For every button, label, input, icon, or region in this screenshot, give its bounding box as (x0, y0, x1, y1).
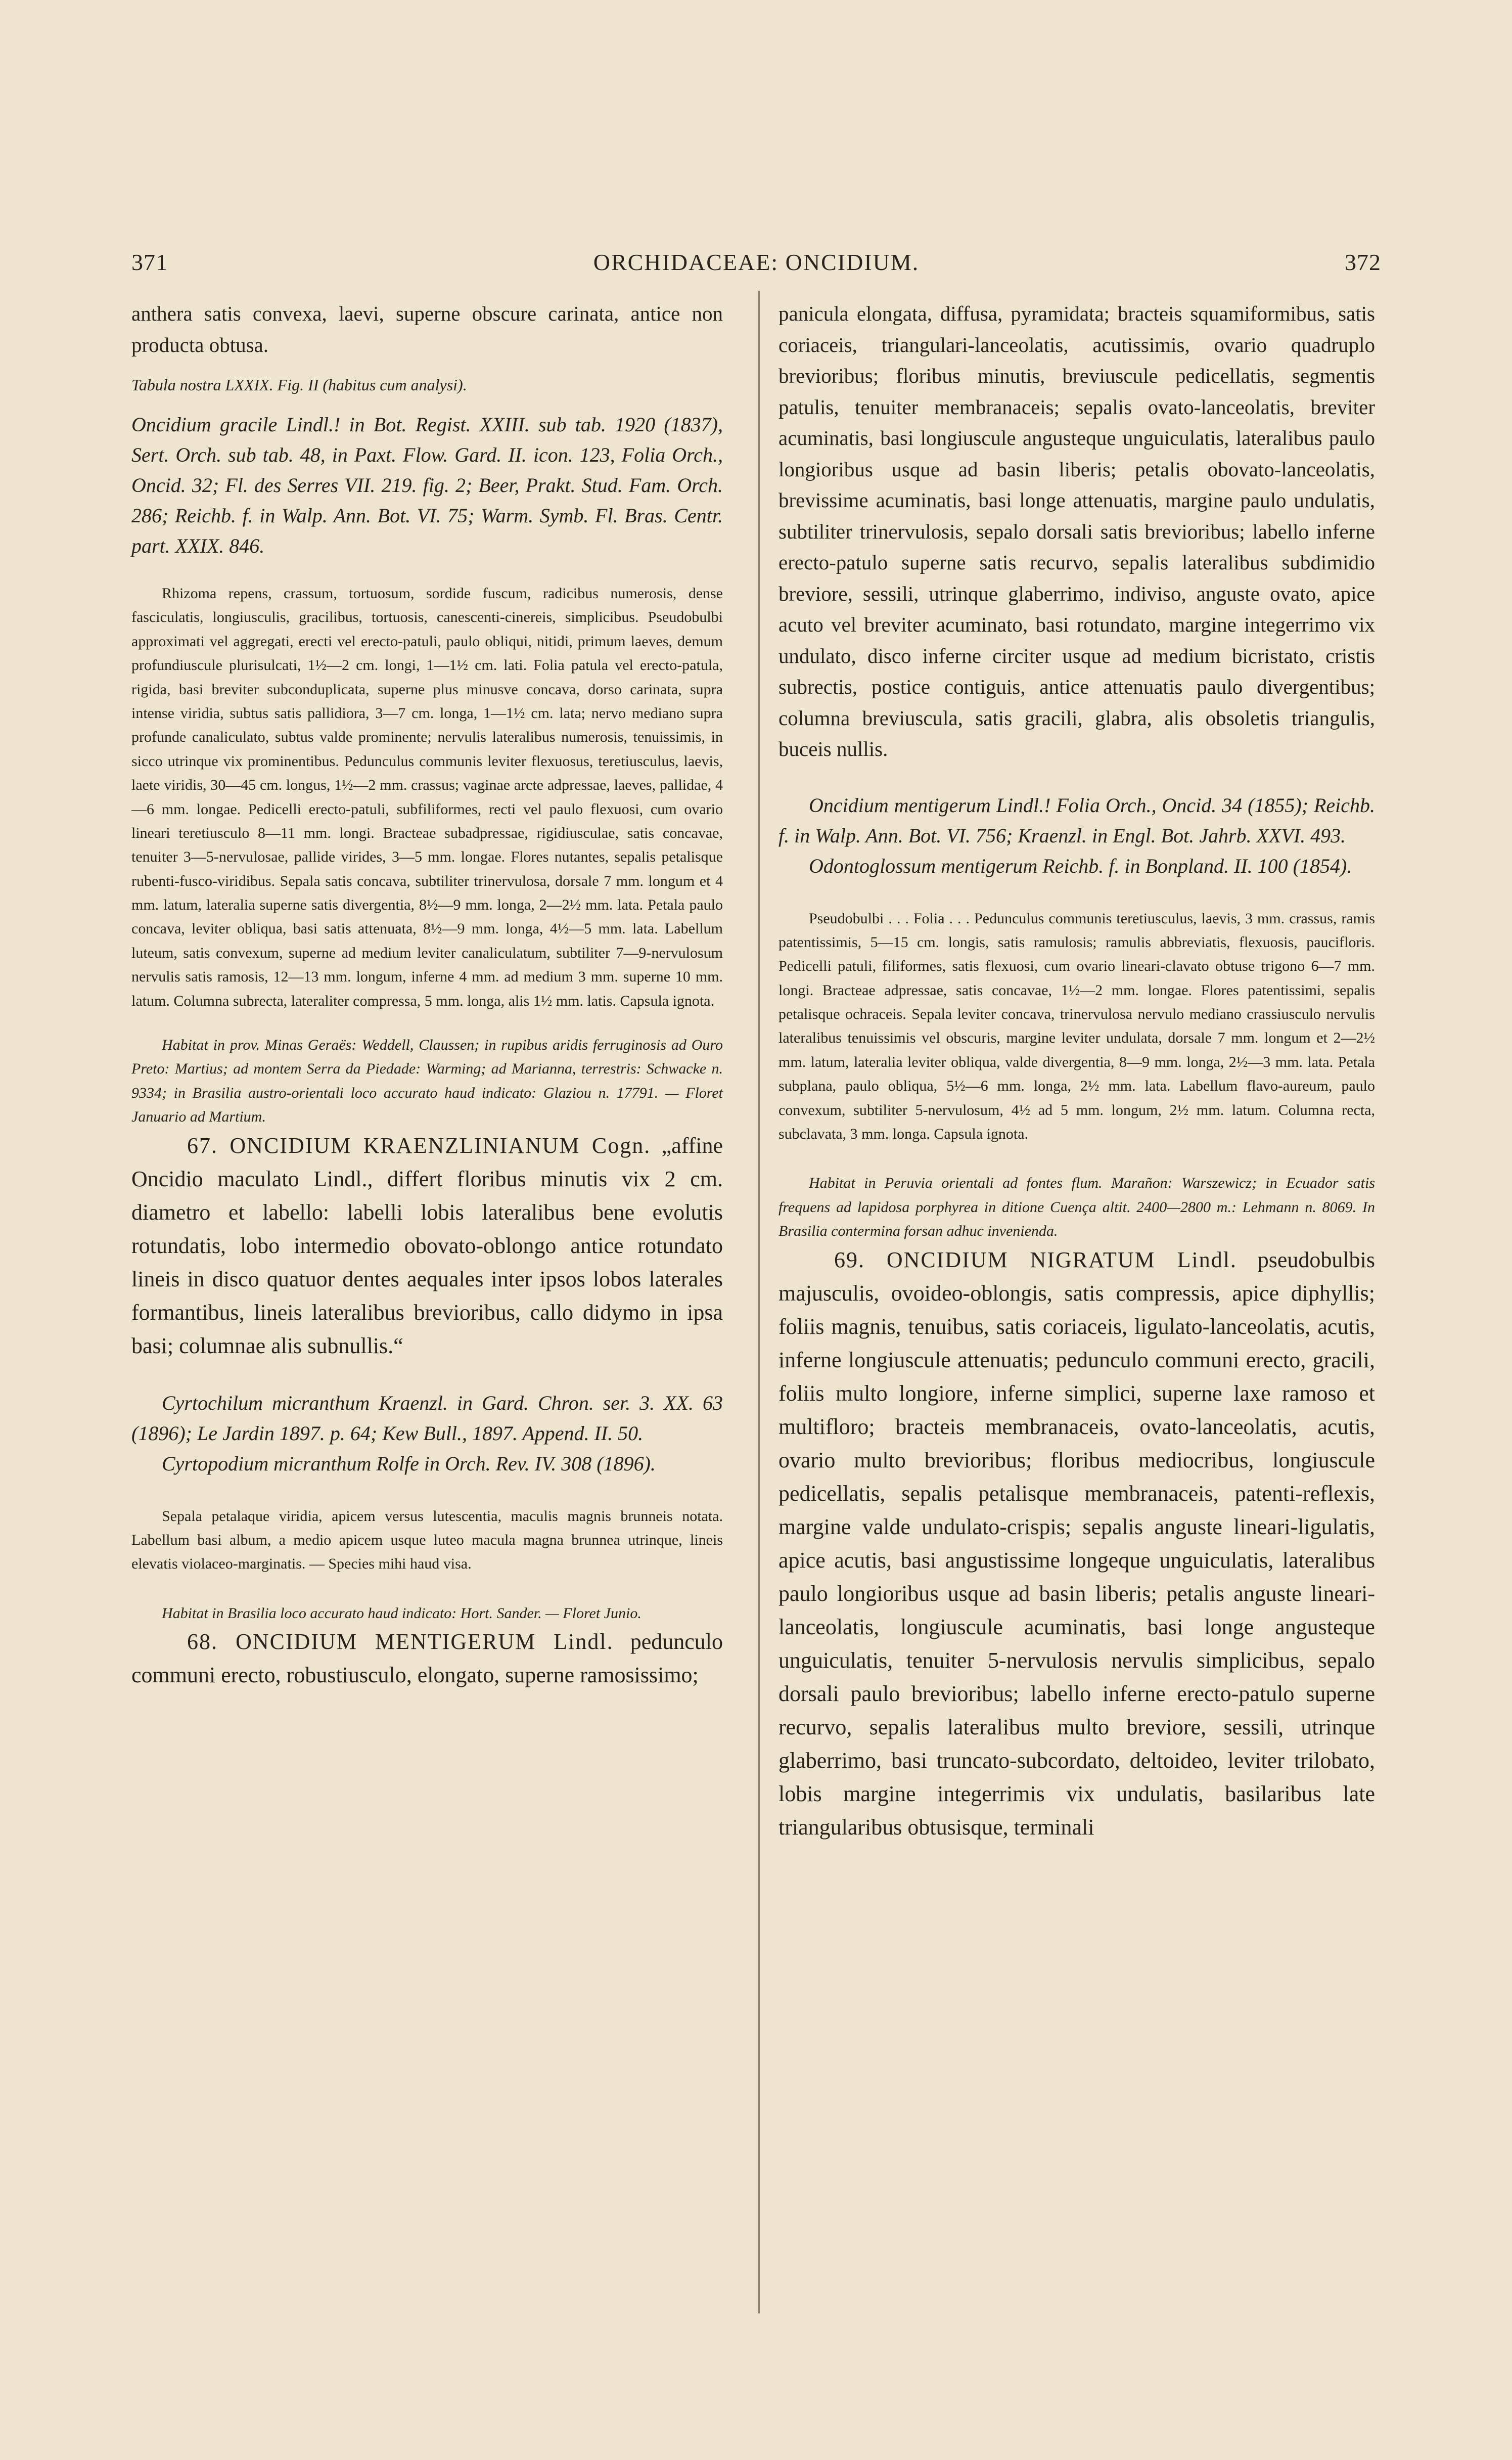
anther-description: anthera satis convexa, laevi, superne obscure carinata, antice non producta obtusa. (131, 302, 723, 356)
page-number-right: 372 (1345, 249, 1381, 275)
synonym-cyrtochilum: Cyrtochilum micranthum Kraenzl. in Gard. Chron. ser. 3. XX. 63 (1896); Le Jardin 1897. p. 64; Kew Bull., 1897. Append. II. 50. (131, 1391, 723, 1445)
species-heading-69: 69. ONCIDIUM NIGRATUM Lindl. pseudobulbis majusculis, ovoideo-oblongis, satis compressis, apice diphyllis; foliis magnis, tenuibus, satis coriaceis, ligulato-lanceolatis, acutis, inferne longiuscule attenuatis; pedunculo communi erecto, gracili, foliis multo longiore, inferne simplici, superne laxe ramoso et multifloro; bracteis membranaceis, ovato-lanceolatis, acutis, ovario multo brevioribus; floribus mediocribus, longiuscule pedicellatis, sepalis petalisque membranaceis, patenti-reflexis, margine valde undulato-crispis; sepalis anguste lineari-ligulatis, apice acutis, basi angustissime longeque unguiculatis, lateralibus paulo longioribus usque ad basin liberis; petalis anguste lineari-lanceolatis, longiuscule acuminatis, basi longe angusteque unguiculatis, tenuiter 5-nervulosis nervulis simplicibus, sepalo dorsali paulo brevioribus; labello inferne erecto-patulo superne recurvo, sepalis lateralibus multo breviore, sessili, utrinque glaberrimo, basi truncato-subcordato, deltoideo, leviter trilobato, lobis margine integerrimis vix undulatis, basilaribus late triangularibus obtusisque, terminali (778, 1247, 1376, 1840)
habitat-note-68: Habitat in Peruvia orientali ad fontes flum. Marañon: Warszewicz; in Ecuador satis frequens ad lapidosa porphyrea in ditione Cuença altit. 2400—2800 m.: Lehmann n. 8069. In Brasilia contermina forsan adhuc invenienda. (778, 1175, 1375, 1240)
species-heading-68: 68. ONCIDIUM MENTIGERUM Lindl. pedunculo communi erecto, robustiusculo, elongato, superne ramosissimo; (131, 1629, 723, 1688)
left-column (131, 298, 723, 1692)
column-divider (758, 291, 760, 2313)
plate-reference: Tabula nostra LXXIX. Fig. II (habitus cum analysi). (131, 376, 467, 394)
species-heading-67: 67. ONCIDIUM KRAENZLINIANUM Cogn. „affine Oncidio maculato Lindl., differt floribus minutis vix 2 cm. diametro et labello: labelli lobis lateralibus bene evolutis rotundatis, lobo intermedio obovato-oblongo antice rotundato lineis in disco quatuor dentes aequales inter ipsos lobos laterales formantibus, lineis lateralibus brevioribus, callo didymo in ipsa basi; columnae alis subnullis.“ (131, 1133, 723, 1358)
synonym-odontoglossum: Odontoglossum mentigerum Reichb. f. in Bonpland. II. 100 (1854). (809, 854, 1352, 877)
right-column (778, 298, 1375, 1844)
habitat-note-67: Habitat in Brasilia loco accurato haud indicato: Hort. Sander. — Floret Junio. (162, 1604, 642, 1622)
synonymy: Oncidium gracile Lindl.! in Bot. Regist. XXIII. sub tab. 1920 (1837), Sert. Orch. sub tab. 48, in Paxt. Flow. Gard. II. icon. 123, Folia Orch., Oncid. 32; Fl. des Serres VII. 219. fig. 2; Beer, Prakt. Stud. Fam. Orch. 286; Reichb. f. in Walp. Ann. Bot. VI. 75; Warm. Symb. Fl. Bras. Centr. part. XXIX. 846. (131, 413, 723, 557)
page-number-left: 371 (131, 249, 168, 275)
species-description: Rhizoma repens, crassum, tortuosum, sordide fuscum, radicibus numerosis, dense fasciculatis, longiusculis, gracilibus, tortuosis, canescenti-cinereis, simplicibus. Pseudobulbi approximati vel aggregati, erecti vel erecto-patuli, paulo obliqui, nitidi, primum laeves, demum profundiuscule plurisulcati, 1½—2 cm. longi, 1—1½ cm. lati. Folia patula vel erecto-patula, rigida, basi breviter subconduplicata, superne plus minusve concava, dorso carinata, supra intense viridia, subtus satis pallidiora, 3—7 cm. longa, 1—1½ cm. lata; nervo mediano supra profunde canaliculato, subtus valde prominente; nervulis lateralibus numerosis, tenuissimis, in sicco utrinque vix prominentibus. Pedunculus communis leviter flexuosus, teretiusculus, laevis, laete viridis, 30—45 cm. longus, 1½—2 mm. crassus; vaginae arcte adpressae, laeves, pallidae, 4—6 mm. longae. Pedicelli erecto-patuli, subfiliformes, recti vel paulo flexuosi, cum ovario lineari teretiusculo 8—11 mm. longi. Bracteae subadpressae, rigidiusculae, satis concavae, tenuiter 3—5-nervulosae, pallide virides, 3—5 mm. longae. Flores nutantes, sepalis petalisque rubenti-fusco-viridibus. Sepala satis concava, subtiliter trinervulosa, dorsale 7 mm. longum et 4 mm. latum, lateralia superne satis divergentia, 8½—9 mm. longa, 2—2½ mm. lata. Petala paulo concava, leviter obliqua, basi satis attenuata, 8½—9 mm. longa, 4½—5 mm. lata. Labellum luteum, satis convexum, superne ad medium leviter canaliculatum, subtiliter 7—9-nervulosum nervulis satis ramosis, 12—13 mm. longum, inferne 4 mm. ad medium 3 mm. superne 10 mm. latum. Columna subrecta, lateraliter compressa, 5 mm. longa, alis 1½ mm. latis. Capsula ignota. (131, 585, 723, 1009)
running-title: ORCHIDACEAE: ONCIDIUM. (593, 249, 920, 275)
synonymy-68: Oncidium mentigerum Lindl.! Folia Orch., Oncid. 34 (1855); Reichb. f. in Walp. Ann. Bot. VI. 756; Kraenzl. in Engl. Bot. Jahrb. XXVI. 493. (778, 793, 1375, 847)
species-description-68: Pseudobulbi . . . Folia . . . Pedunculus communis teretiusculus, laevis, 3 mm. crassus, ramis patentissimis, 5—15 cm. longis, satis ramulosis; ramulis abbreviatis, flexuosis, paucifloris. Pedicelli patuli, filiformes, satis flexuosi, cum ovario lineari-clavato obtuse trigono 6—7 mm. longi. Bracteae adpressae, satis concavae, 1½—2 mm. longae. Flores patentissimi, sepalis petalisque ochraceis. Sepala leviter concava, trinervulosa nervulo mediano crassiusculo nervulis lateralibus tenuissimis vel obscuris, margine leviter undulata, dorsale 7 mm. longum et 2—2½ mm. latum, lateralia leviter obliqua, valde divergentia, 8—9 mm. longa, 2½—3 mm. lata. Petala subplana, paulo obliqua, 5½—6 mm. longa, 2½ mm. lata. Labellum flavo-aureum, paulo convexum, subtiliter 5-nervulosum, 4½ ad 5 mm. longum, 2½ mm. latum. Columna recta, subclavata, 3 mm. longa. Capsula ignota. (778, 910, 1375, 1143)
species-description-67: Sepala petalaque viridia, apicem versus lutescentia, maculis magnis brunneis notata. Labellum basi album, a medio apicem usque luteo macula magna brunnea utrinque, lineis elevatis violaceo-marginatis. — Species mihi haud visa. (131, 1507, 723, 1573)
synonym-cyrtopodium: Cyrtopodium micranthum Rolfe in Orch. Rev. IV. 308 (1896). (162, 1452, 656, 1475)
diagnosis-continued: panicula elongata, diffusa, pyramidata; bracteis squamiformibus, satis coriaceis, triangulari-lanceolatis, acutissimis, ovario quadruplo brevioribus; floribus minutis, breviuscule pedicellatis, segmentis patulis, tenuiter membranaceis; sepalis ovato-lanceolatis, breviter acuminatis, basi longiuscule angusteque unguiculatis, lateralibus paulo longioribus usque ad basin liberis; petalis obovato-lanceolatis, brevissime acuminatis, basi longe attenuatis, margine paulo undulatis, subtiliter trinervulosis, sepalo dorsali satis brevioribus; labello inferne erecto-patulo superne satis recurvo, sepalis lateralibus subdimidio breviore, sessili, utrinque glaberrimo, indiviso, anguste ovato, apice acuto vel breviter acuminato, basi rotundato, margine integerrimo vix undulato, disco inferne circiter usque ad medium bicristato, cristis subrectis, postice contiguis, antice attenuatis paulo divergentibus; columna breviuscula, satis gracili, glabra, alis obsoletis triangulis, buceis nullis. (778, 302, 1375, 761)
page-header (131, 249, 1381, 279)
habitat-note: Habitat in prov. Minas Geraës: Weddell, Claussen; in rupibus aridis ferruginosis ad Ouro Preto: Martius; ad montem Serra da Piedade: Warming; ad Marianna, terrestris: Schwacke n. 9334; in Brasilia austro-orientali loco accurato haud indicato: Glaziou n. 17791. — Floret Januario ad Martium. (131, 1037, 723, 1126)
